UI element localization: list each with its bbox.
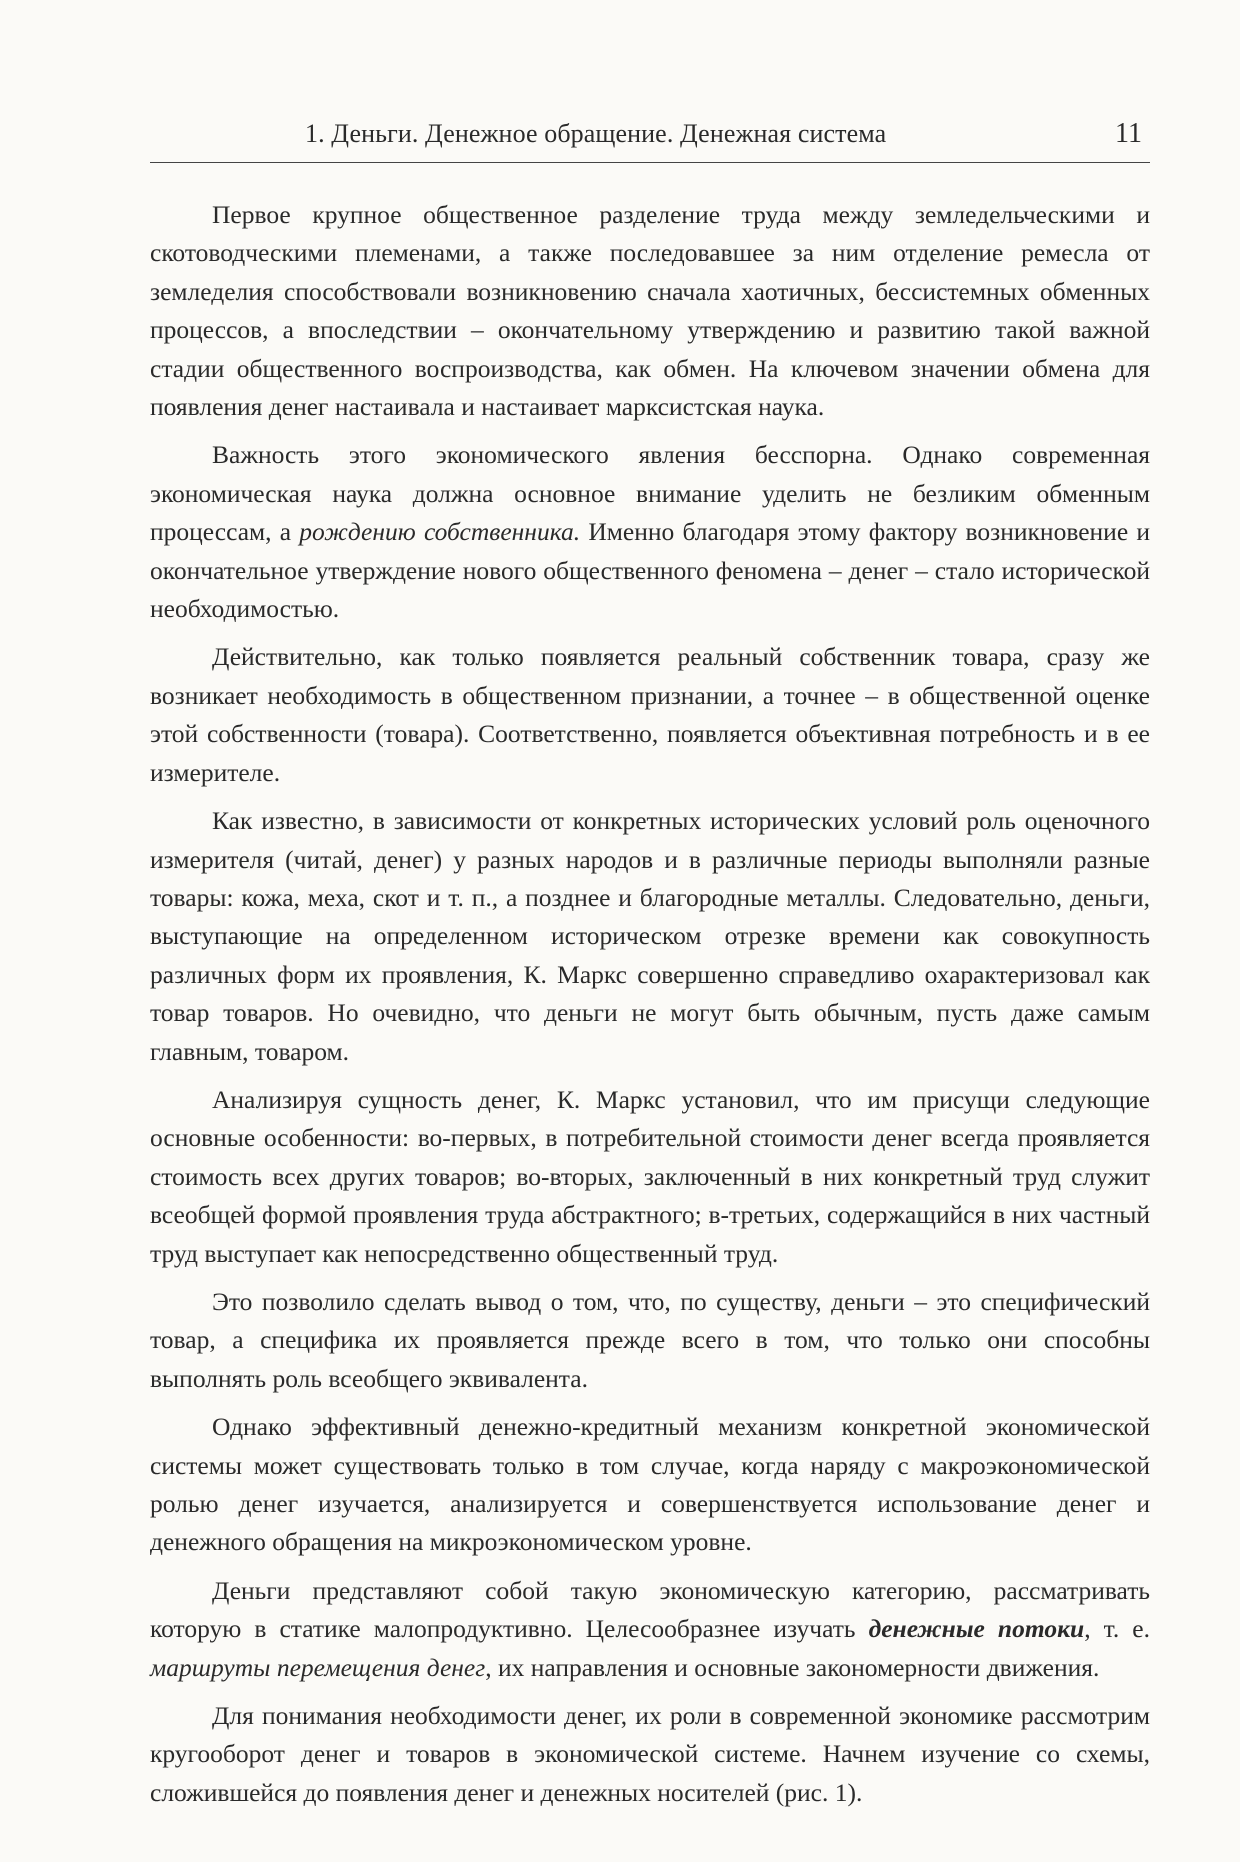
paragraph-8 (150, 1572, 1150, 1687)
bold-term-money-flows: денежные потоки (868, 1614, 1085, 1644)
paragraph-6: Это позволило сделать вывод о том, что, по существу, деньги – это специфический товар, а специфика их проявляется прежде всего в том, что только они способны выполнять роль всеобщего эквивалента. (150, 1286, 1150, 1393)
paragraph-5: Анализируя сущность денег, К. Маркс установил, что им присущи следующие основные особенности: во-первых, в потребительной стоимости денег всегда проявляется стоимость всех других товаров; во-вторых, заключенный в них конкретный труд служит всеобщей формой проявления труда абстрактного; в-третьих, содержащийся в них частный труд выступает как непосредственно общественный труд. (150, 1084, 1150, 1268)
paragraph-1: Первое крупное общественное разделение труда между земледельческими и скотоводческими племенами, а также последовавшее за ним отделение ремесла от земледелия способствовали возникновению сначала хаотичных, бессистемных обменных процессов, а впоследствии – окончательному утверждению и развитию такой важной стадии общественного воспроизводства, как обмен. На ключевом значении обмена для появления денег настаивала и настаивает марксистская наука. (150, 200, 1150, 422)
paragraph-8-text-end: , их направления и основные закономерности движения. (485, 1652, 1100, 1682)
italic-term-owner-birth: рождению собственника. (299, 517, 581, 547)
chapter-title: 1. Деньги. Денежное обращение. Денежная система (305, 119, 887, 148)
paragraph-8-text-start: Деньги представляют собой такую экономическую категорию, рассматривать которую в статике малопродуктивно. Целесообразнее изучать (150, 1575, 1150, 1644)
paragraph-7: Однако эффективный денежно-кредитный механизм конкретной экономической системы может существовать только в том случае, когда наряду с макроэкономической ролью денег изучается, анализируется и совершенствуется использование денег и денежного обращения на микроэкономическом уровне. (150, 1412, 1150, 1557)
paragraph-2-text-start: Важность этого экономического явления бесспорна. Однако современная экономическая наука должна основное внимание уделить не безликим обменным процессам, а (150, 440, 1150, 547)
italic-term-money-routes: маршруты перемещения денег (150, 1652, 486, 1682)
paragraph-4: Как известно, в зависимости от конкретных исторических условий роль оценочного измерителя (читай, денег) у разных народов и в различные периоды выполняли разные товары: кожа, меха, скот и т. п., а позднее и благородные металлы. Следовательно, деньги, выступающие на определенном историческом отрезке времени как совокупность различных форм их проявления, К. Маркс совершенно справедливо охарактеризовал как товар товаров. Но очевидно, что деньги не могут быть обычным, пусть даже самым главным, товаром. (150, 806, 1150, 1066)
body-text (150, 196, 1150, 1822)
paragraph-8-text-middle: , т. е. (1084, 1614, 1151, 1644)
paragraph-3: Действительно, как только появляется реальный собственник товара, сразу же возникает необходимость в общественном признании, а точнее – в общественной оценке этой собственности (товара). Соответственно, появляется объективная потребность и в ее измерителе. (150, 642, 1150, 787)
running-header (150, 118, 1150, 163)
page-number: 11 (1115, 118, 1142, 149)
paragraph-2-text-end: Именно благодаря этому фактору возникновение и окончательное утверждение нового общественного феномена – денег – стало исторической необходимостью. (150, 517, 1150, 624)
paragraph-2 (150, 436, 1150, 628)
paragraph-9: Для понимания необходимости денег, их роли в современной экономике рассмотрим кругооборот денег и товаров в экономической системе. Начнем изучение со схемы, сложившейся до появления денег и денежных носителей (рис. 1). (150, 1701, 1150, 1807)
